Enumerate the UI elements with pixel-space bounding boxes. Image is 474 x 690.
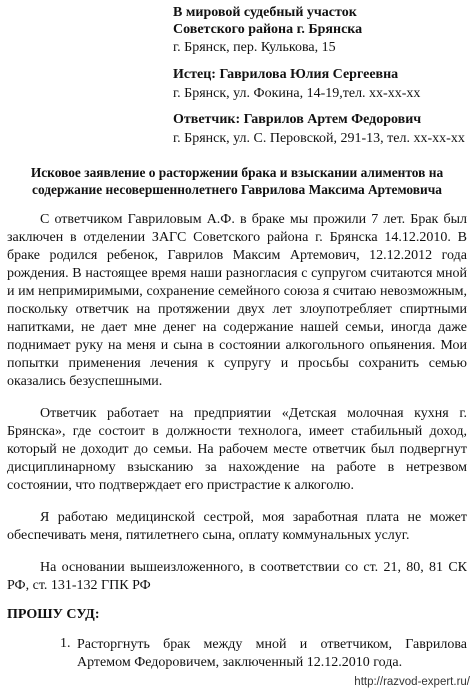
plaintiff-label: Истец: [173, 67, 216, 82]
paragraph-line: Я работаю медицинской сестрой, моя заработная плата не может [40, 510, 467, 525]
defendant-name: Гаврилов Артем Федорович [243, 112, 422, 127]
court-name-line1: В мировой судебный участок [173, 5, 357, 20]
site-watermark: http://razvod-expert.ru/ [354, 676, 470, 688]
paragraph-line: С ответчиком Гавриловым А.Ф. в браке мы прожили 7 лет. Брак был [40, 212, 467, 227]
paragraph-line: состоянии, что подтверждает его пристрастие к алкоголю. [7, 478, 354, 493]
plaintiff-name: Гаврилова Юлия Сергеевна [219, 67, 399, 82]
document-title-line1: Исковое заявление о расторжении брака и взыскании алиментов на [30, 165, 444, 180]
paragraph-line: поднимает руку на меня и сына в состоянии алкогольного опьянения. Мои [7, 338, 467, 353]
request-item-line: Артемом Федоровичем, заключенный 12.12.2010 года. [77, 655, 403, 670]
paragraph-line: РФ, ст. 131-132 ГПК РФ [7, 578, 151, 593]
paragraph-line: напитками, не дает мне денег на содержание нашей семьи, иногда даже [7, 320, 467, 335]
plaintiff-address: г. Брянск, ул. Фокина, 14-19,тел. хх-хх-хх [173, 86, 421, 101]
paragraph-line: На основании вышеизложенного, в соответствии со ст. 21, 80, 81 СК [40, 560, 467, 575]
request-heading: ПРОШУ СУД: [7, 607, 100, 622]
court-name-line2: Советского района г. Брянска [173, 22, 363, 37]
court-address: г. Брянск, пер. Кулькова, 15 [173, 40, 336, 55]
paragraph-line: браке родился ребенок, Гаврилов Максим Артемович, 12.12.2012 года [7, 248, 467, 263]
paragraph-line: дисциплинарному взысканию за нахождение на работе в нетрезвом [7, 460, 467, 475]
paragraph-line: попытки применения лечения к супругу и просьбы сохранить семью [7, 356, 467, 371]
request-item-number: 1. [60, 636, 71, 651]
paragraph-line: обеспечивать меня, пятилетнего сына, оплату коммунальных услуг. [7, 528, 410, 543]
paragraph-line: который не доходит до семьи. На рабочем месте ответчик был подвергнут [7, 442, 467, 457]
request-item-line: Расторгнуть брак между мной и ответчиком, Гаврилова [77, 637, 467, 652]
paragraph-line: Ответчик работает на предприятии «Детская молочная кухня г. [40, 406, 467, 421]
defendant-label: Ответчик: [173, 112, 241, 127]
defendant-address: г. Брянск, ул. С. Перовской, 291-13, тел. хх-хх-хх [173, 131, 465, 146]
paragraph-line: рождения. В настоящее время наши разногласия с супругом считаются мной [7, 266, 467, 281]
paragraph-line: поскольку ответчик на протяжении двух лет злоупотребляет спиртными [7, 302, 467, 317]
paragraph-line: Брянска», где состоит в должности технолога, имеет стабильный доход, [7, 424, 467, 439]
paragraph-line: оказались безуспешными. [7, 374, 163, 389]
document-title-line2: содержание несовершеннолетнего Гаврилова Максима Артемовича [32, 182, 442, 197]
paragraph-line: заключен в отделении ЗАГС Советского района г. Брянска 14.12.2010. В [7, 230, 467, 245]
paragraph-line: и им непримиримыми, сохранение семейного союза я считаю невозможным, [7, 284, 467, 299]
